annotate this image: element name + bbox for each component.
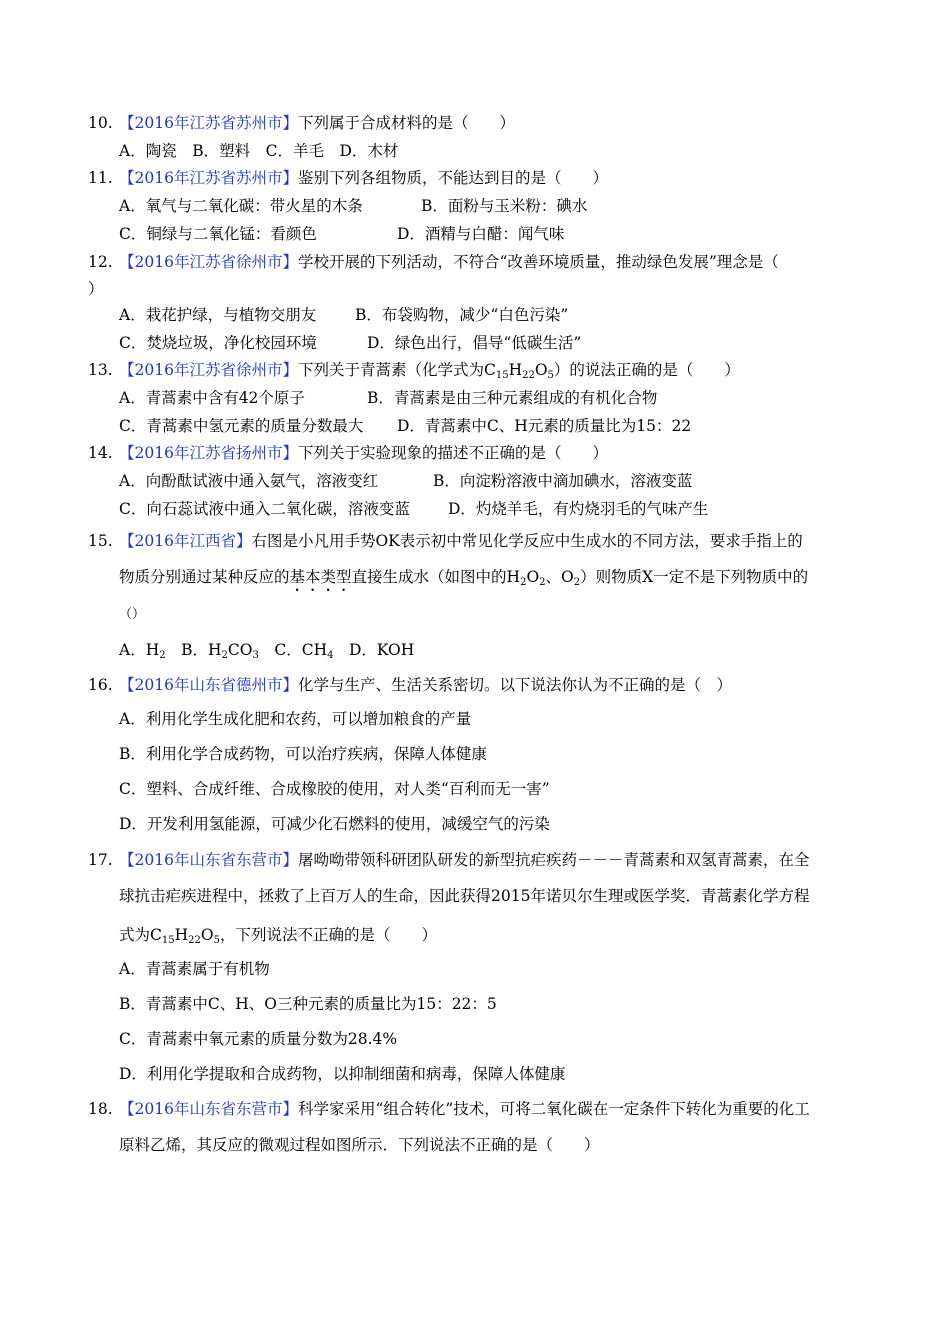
question-number: 10. <box>88 114 113 132</box>
option-d: D．绿色出行，倡导“低碳生活” <box>367 334 582 352</box>
option-a: A．向酚酞试液中通入氨气，溶液变红 <box>119 472 379 490</box>
option-b: B．布袋购物，减少“白色污染” <box>355 306 569 324</box>
question-stem: 右图是小凡用手势OK表示初中常见化学反应中生成水的不同方法，要求手指上的 <box>251 532 803 550</box>
option-d: D．利用化学提取和合成药物，以抑制细菌和病毒，保障人体健康 <box>119 1065 566 1083</box>
question-10-options: A．陶瓷 B．塑料 C．羊毛 D．木材 <box>119 142 399 160</box>
option-d: D．酒精与白醋：闻气味 <box>397 225 565 243</box>
question-source: 【2016年江苏省徐州市】 <box>119 253 298 271</box>
question-12-stem-cont: ） <box>88 280 104 298</box>
subscript: 2 <box>221 650 228 661</box>
option-c: C．青蒿素中氢元素的质量分数最大 <box>119 417 364 435</box>
option-d: D．青蒿素中C、H元素的质量比为15：22 <box>397 417 692 435</box>
subscript: 22 <box>188 935 201 946</box>
stem-text: ）则物质X一定不是下列物质中的 <box>580 568 809 586</box>
question-15 <box>88 531 803 551</box>
stem-text: 直接生成水（如图中的H <box>351 568 521 586</box>
option-d: D．开发利用氢能源，可减少化石燃料的使用，减缓空气的污染 <box>119 815 550 833</box>
question-stem: 下列关于实验现象的描述不正确的是（ ） <box>297 444 608 462</box>
formula-part: H <box>174 926 189 944</box>
subscript: 4 <box>327 650 334 661</box>
question-17-stem-line3 <box>119 925 437 945</box>
question-number: 12. <box>88 253 113 271</box>
formula-part: O <box>526 568 540 586</box>
option-c: C．塑料、合成纤维、合成橡胶的使用，对人类“百利而无一害” <box>119 780 550 798</box>
formula-part: CO <box>227 641 253 659</box>
question-stem: 下列属于合成材料的是（ ） <box>297 114 515 132</box>
option-b: B．向淀粉溶液中滴加碘水，溶液变蓝 <box>433 472 693 490</box>
question-source: 【2016年江苏省扬州市】 <box>119 444 298 462</box>
subscript: 2 <box>573 577 581 588</box>
question-13 <box>88 360 740 380</box>
question-15-stem-line2 <box>119 567 808 595</box>
subscript: 3 <box>252 650 259 661</box>
stem-text: ，下列说法不正确的是（ ） <box>219 926 437 944</box>
subscript: 22 <box>522 370 535 381</box>
option-a: A．栽花护绿，与植物交朋友 <box>119 306 317 324</box>
question-stem: 屠呦呦带领科研团队研发的新型抗疟疾药－－－青蒿素和双氢青蒿素，在全 <box>297 851 810 869</box>
question-number: 16. <box>88 676 113 694</box>
question-number: 18. <box>88 1100 113 1118</box>
question-16 <box>88 675 732 695</box>
formula-part: H <box>508 361 523 379</box>
question-number: 11. <box>88 169 113 187</box>
subscript: 15 <box>161 935 175 946</box>
option-d: D．灼烧羊毛，有灼烧羽毛的气味产生 <box>448 500 709 518</box>
option-d: D．KOH <box>333 641 415 659</box>
option-b: B．利用化学合成药物，可以治疗疾病，保障人体健康 <box>119 745 487 763</box>
question-source: 【2016年江苏省徐州市】 <box>119 361 298 379</box>
option-c: C．青蒿素中氧元素的质量分数为28.4% <box>119 1030 398 1048</box>
subscript: 2 <box>520 577 527 588</box>
formula-part: 、O <box>545 568 574 586</box>
question-source: 【2016年山东省东营市】 <box>119 1100 298 1118</box>
formula-part: O <box>534 361 548 379</box>
subscript: 5 <box>547 370 554 381</box>
question-11 <box>88 168 608 188</box>
question-source: 【2016年江苏省苏州市】 <box>119 114 298 132</box>
question-source: 【2016年江西省】 <box>119 532 252 550</box>
option-a: A．青蒿素属于有机物 <box>119 960 270 978</box>
question-number: 14. <box>88 444 113 462</box>
question-stem: 科学家采用“组合转化”技术，可将二氧化碳在一定条件下转化为重要的化工 <box>297 1100 810 1118</box>
subscript: 5 <box>213 935 220 946</box>
stem-text: 物质分别通过某种反应的 <box>119 568 290 586</box>
subscript: 15 <box>495 370 509 381</box>
question-stem: 化学与生产、生活关系密切。以下说法你认为不正确的是（ ） <box>297 676 732 694</box>
question-18 <box>88 1099 810 1119</box>
option-c: C．铜绿与二氧化锰：看颜色 <box>119 225 317 243</box>
question-17-stem-line2: 球抗击疟疾进程中，拯救了上百万人的生命，因此获得2015年诺贝尔生理或医学奖．青蒿素化学方程 <box>119 887 810 905</box>
question-number: 17. <box>88 851 113 869</box>
option-a: A．利用化学生成化肥和农药，可以增加粮食的产量 <box>119 710 472 728</box>
question-source: 【2016年江苏省苏州市】 <box>119 169 298 187</box>
option-b: B．青蒿素是由三种元素组成的有机化合物 <box>367 389 658 407</box>
question-15-stem-line3: （） <box>119 607 146 622</box>
question-stem: 鉴别下列各组物质，不能达到目的是（ ） <box>297 169 608 187</box>
option-b: B．青蒿素中C、H、O三种元素的质量比为15：22：5 <box>119 995 497 1013</box>
option-a: A．H <box>119 641 160 659</box>
subscript: 2 <box>539 577 546 588</box>
subscript: 2 <box>159 650 166 661</box>
option-b: B．面粉与玉米粉：碘水 <box>421 197 588 215</box>
option-c: C．CH <box>258 641 328 659</box>
question-10 <box>88 113 515 133</box>
formula-part: O <box>200 926 214 944</box>
question-15-options <box>119 640 414 660</box>
emphasized-text: 基本类型 <box>289 568 352 586</box>
question-number: 13. <box>88 361 113 379</box>
question-18-stem-line2: 原料乙烯，其反应的微观过程如图所示．下列说法不正确的是（ ） <box>119 1136 600 1154</box>
option-a: A．青蒿素中含有42个原子 <box>119 389 305 407</box>
question-number: 15. <box>88 532 113 550</box>
option-b: B．H <box>165 641 222 659</box>
question-17 <box>88 850 809 870</box>
question-12 <box>88 252 779 272</box>
question-14 <box>88 443 608 463</box>
question-stem: 学校开展的下列活动，不符合“改善环境质量，推动绿色发展”理念是（ <box>297 253 779 271</box>
question-source: 【2016年山东省东营市】 <box>119 851 298 869</box>
stem-text: 式为C <box>119 926 162 944</box>
question-stem-pre: 下列关于青蒿素（化学式为C <box>297 361 496 379</box>
option-a: A．氧气与二氧化碳：带火星的木条 <box>119 197 363 215</box>
option-c: C．向石蕊试液中通入二氧化碳，溶液变蓝 <box>119 500 410 518</box>
option-c: C．焚烧垃圾，净化校园环境 <box>119 334 317 352</box>
question-source: 【2016年山东省德州市】 <box>119 676 298 694</box>
question-stem-post: ）的说法正确的是（ ） <box>553 361 740 379</box>
